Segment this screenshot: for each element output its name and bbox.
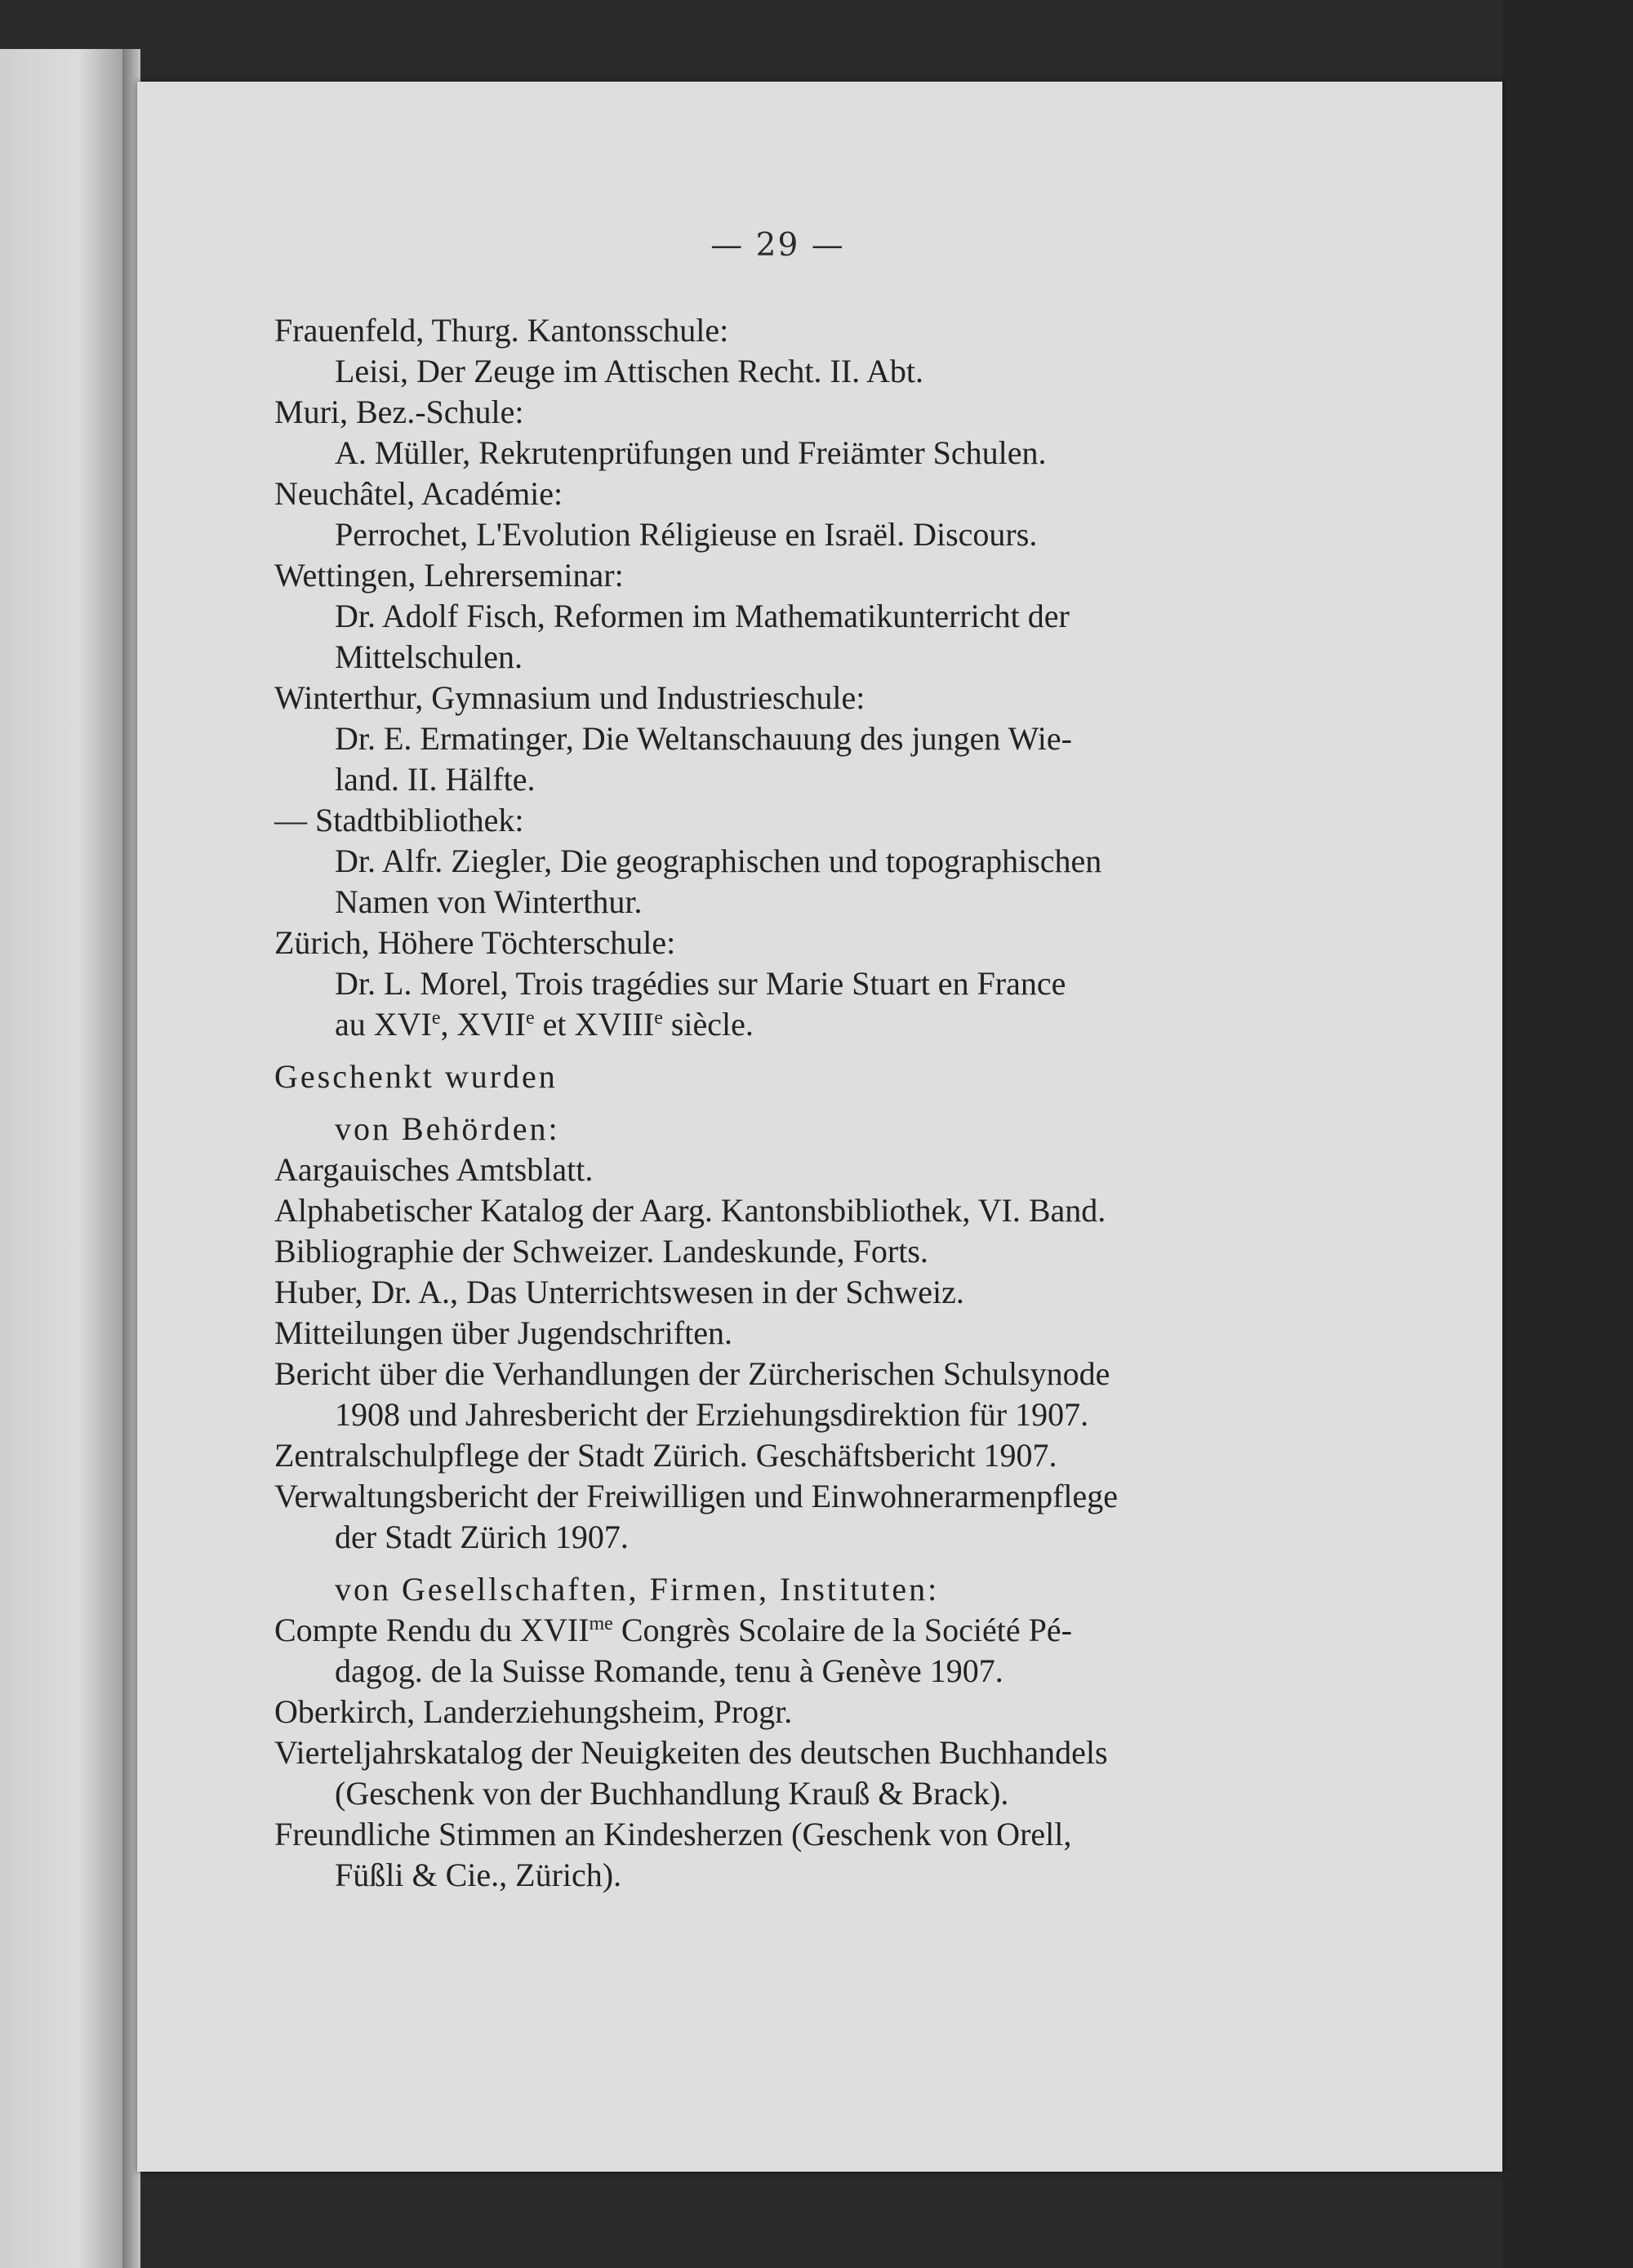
text-line: A. Müller, Rekrutenprüfungen und Freiämter Schulen. — [335, 434, 1047, 471]
text-line: Freundliche Stimmen an Kindesherzen (Geschenk von Orell, — [274, 1816, 1072, 1852]
societies-list — [274, 1651, 1287, 1896]
scan-margin — [1502, 0, 1633, 2268]
page-number: — 29 — — [710, 227, 845, 264]
exchange-list — [274, 310, 1287, 1004]
text-line: Huber, Dr. A., Das Unterrichtswesen in der Schweiz. — [274, 1274, 964, 1310]
text-line: Leisi, Der Zeuge im Attischen Recht. II. Abt. — [335, 353, 923, 389]
text-line: Füßli & Cie., Zürich). — [335, 1857, 622, 1893]
text-line: Aargauisches Amtsblatt. — [274, 1151, 594, 1188]
text-line: Mittelschulen. — [335, 638, 523, 675]
text-line: — Stadtbibliothek: — [274, 802, 524, 838]
text-line: Vierteljahrskatalog der Neuigkeiten des deutschen Buchhandels — [274, 1734, 1108, 1771]
text-line: dagog. de la Suisse Romande, tenu à Genève 1907. — [335, 1652, 1003, 1689]
text-line: Zürich, Höhere Töchterschule: — [274, 924, 676, 961]
text-line: der Stadt Zürich 1907. — [335, 1519, 629, 1555]
text-line: Mitteilungen über Jugendschriften. — [274, 1314, 732, 1351]
facing-page-edge — [0, 49, 131, 2268]
text-line: Neuchâtel, Académie: — [274, 475, 563, 512]
text-line: Dr. E. Ermatinger, Die Weltanschauung des jungen Wie- — [335, 720, 1072, 757]
text-line: (Geschenk von der Buchhandlung Krauß & Brack). — [335, 1775, 1009, 1812]
text-line: Oberkirch, Landerziehungsheim, Progr. — [274, 1693, 793, 1730]
text-line: Bibliographie der Schweizer. Landeskunde, Forts. — [274, 1233, 928, 1270]
text-line: Frauenfeld, Thurg. Kantonsschule: — [274, 312, 729, 349]
text-line: Namen von Winterthur. — [335, 883, 643, 920]
text-line: Bericht über die Verhandlungen der Zürcherischen Schulsynode — [274, 1355, 1110, 1392]
text-line: Dr. L. Morel, Trois tragédies sur Marie Stuart en France — [335, 965, 1066, 1002]
text-line: Verwaltungsbericht der Freiwilligen und Einwohnerarmenpflege — [274, 1478, 1119, 1514]
text-line: Winterthur, Gymnasium und Industrieschule: — [274, 679, 865, 716]
authorities-list — [274, 1150, 1287, 1558]
text-line: land. II. Hälfte. — [335, 761, 536, 798]
text-line: Wettingen, Lehrerseminar: — [274, 557, 624, 594]
text-line: Alphabetischer Katalog der Aarg. Kantonsbibliothek, VI. Band. — [274, 1192, 1106, 1229]
text-line: Muri, Bez.-Schule: — [274, 394, 524, 430]
compte-rendu-line: Compte Rendu du $XVII^{me}$ Congrès Scolaire de la Société Pé- — [274, 1612, 1072, 1648]
text-line: Dr. Alfr. Ziegler, Die geographischen und topographischen — [335, 843, 1102, 879]
text-line: Dr. Adolf Fisch, Reformen im Mathematikunterricht der — [335, 598, 1070, 634]
authorities-heading: von Behörden: — [335, 1110, 560, 1147]
gifts-heading: Geschenkt wurden — [274, 1058, 558, 1095]
societies-heading: von Gesellschaften, Firmen, Instituten: — [335, 1571, 940, 1608]
text-line: 1908 und Jahresbericht der Erziehungsdirektion für 1907. — [335, 1396, 1089, 1433]
page-content — [274, 310, 1287, 1896]
text-line: Perrochet, L'Evolution Réligieuse en Israël. Discours. — [335, 516, 1038, 553]
siecle-line: au XVIe, XVIIe et XVIIIe siècle. — [335, 1006, 754, 1043]
text-line: Zentralschulpflege der Stadt Zürich. Geschäftsbericht 1907. — [274, 1437, 1057, 1474]
